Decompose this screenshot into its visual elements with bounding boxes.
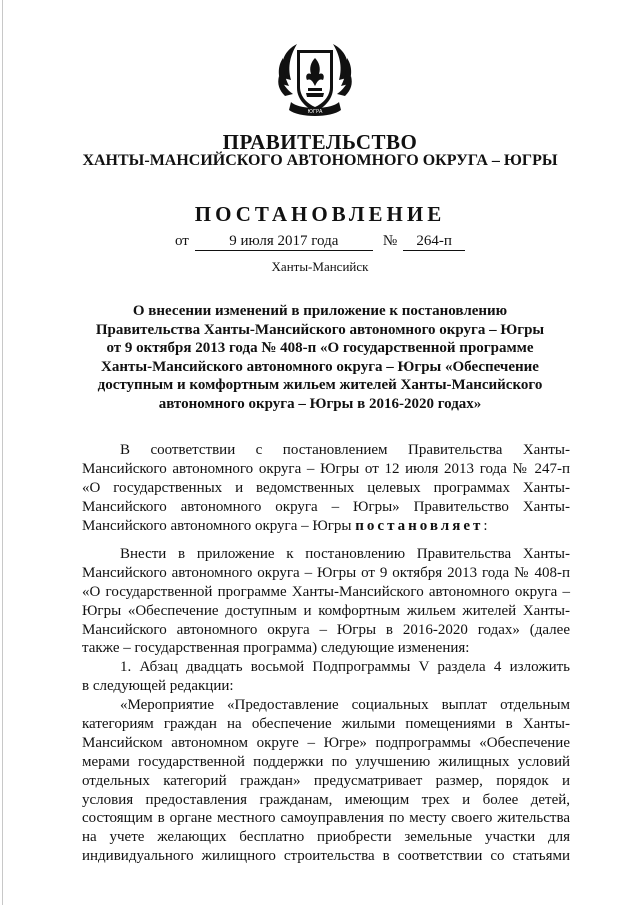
text-line: состоящим в органе местного самоуправления по месту своего жительства — [82, 810, 570, 827]
text-line: мерами государственной поддержки по улучшению жилищных условий — [82, 753, 570, 770]
heading-line: Правительства Ханты-Мансийского автономного округа – Югры — [95, 321, 545, 338]
text-line: Мансийского автономного округа – Югры от 9 октября 2013 года № 408-п — [82, 564, 570, 581]
city: Ханты-Мансийск — [271, 259, 369, 274]
operative-paragraph — [82, 545, 570, 866]
text-line: Мансийского автономного округа – Югры от 12 июля 2013 года № 247-п — [82, 460, 570, 477]
number-prefix: № — [382, 233, 398, 249]
region-title: ХАНТЫ-МАНСИЙСКОГО АВТОНОМНОГО ОКРУГА – ЮГРЫ — [82, 152, 558, 169]
text-line: В соответствии с постановлением Правительства Ханты- — [120, 442, 570, 458]
preamble-paragraph — [82, 441, 570, 535]
text-line: Внести в приложение к постановлению Правительства Ханты- — [120, 546, 570, 562]
text-line: «О государственной программе Ханты-Мансийского автономного округа – — [82, 583, 570, 600]
heading-line: Ханты-Мансийского автономного округа – Югры «Обеспечение — [101, 358, 539, 375]
heading-line: доступным и комфортным жильем жителей Ханты-Мансийского — [97, 377, 543, 394]
text-line: 1. Абзац двадцать восьмой Подпрограммы V раздела 4 изложить — [120, 659, 570, 676]
document-type: ПОСТАНОВЛЕНИЕ — [194, 202, 446, 226]
text-line: категориям граждан на обеспечение жилыми помещениями в Ханты- — [82, 716, 570, 733]
text-line: Югры «Обеспечение доступным и комфортным жильем жителей Ханты- — [82, 602, 570, 619]
text-line: условия предоставления гражданам, имеющим трех и более детей, — [82, 791, 570, 808]
date-number-line — [175, 232, 465, 251]
text-line — [82, 517, 570, 536]
heading-line: от 9 октября 2013 года № 408-п «О государственной программе — [106, 340, 534, 357]
coat-of-arms-emblem — [273, 40, 357, 118]
date-prefix: от — [175, 233, 189, 249]
text-line: Мансийском автономном округе – Югре» подпрограммы «Обеспечение — [82, 734, 570, 751]
heading-line: О внесении изменений в приложение к постановлению — [132, 303, 508, 319]
text-line: также – государственная программа) следующие изменения: — [82, 640, 470, 657]
text-line: отдельных категорий граждан» предусматривает размер, порядок и — [82, 772, 570, 789]
text-line: индивидуального жилищного строительства в соответствии со статьями — [82, 848, 570, 865]
text-line: Мансийского автономного округа – Югры» Правительство Ханты- — [82, 498, 570, 515]
decree-colon: : — [483, 517, 488, 534]
emblem-label: ЮГРА — [307, 109, 323, 115]
document-number: 264-п — [403, 233, 465, 251]
government-title: ПРАВИТЕЛЬСТВО — [222, 130, 418, 154]
document-heading — [60, 302, 580, 414]
text-fragment: Мансийского автономного округа – Югры — [82, 517, 356, 534]
text-line: в следующей редакции: — [82, 678, 234, 695]
text-line: «Мероприятие «Предоставление социальных выплат отдельным — [120, 697, 570, 714]
text-line: «О государственных и ведомственных целевых программах Ханты- — [82, 479, 570, 496]
text-line: на учете желающих бесплатно приобрести земельные участки для — [82, 829, 570, 846]
document-date: 9 июля 2017 года — [195, 233, 373, 251]
text-line: Мансийского автономного округа – Югры в 2016-2020 годах» (далее — [82, 621, 570, 638]
heading-line: автономного округа – Югры в 2016-2020 годах» — [158, 395, 482, 412]
decree-word: постановляет — [355, 517, 484, 534]
